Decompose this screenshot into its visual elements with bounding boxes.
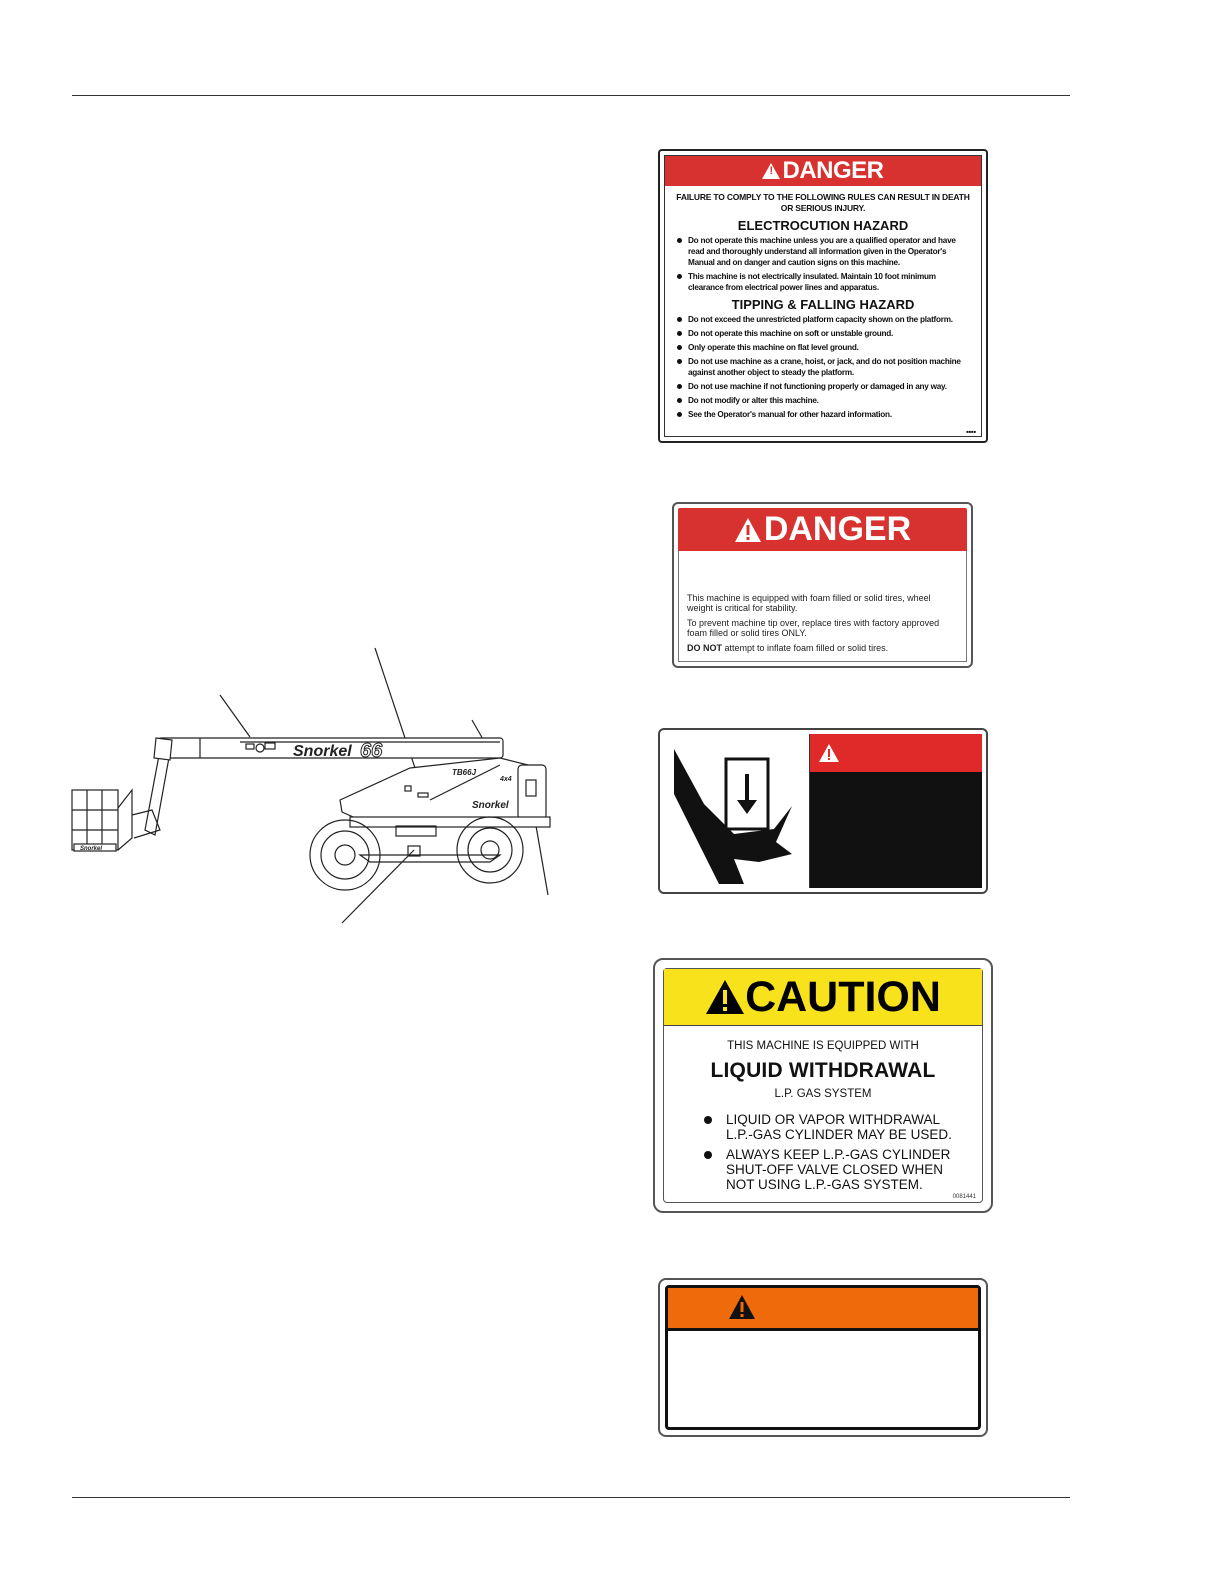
warning-triangle-icon (728, 1294, 756, 1320)
section-title: ELECTROCUTION HAZARD (737, 218, 909, 233)
list-item: Do not exceed the unrestricted platform capacity shown on the platform. (677, 314, 971, 325)
decal-paragraph-rest: attempt to inflate foam filled or solid tires. (722, 643, 889, 653)
boom-brand-text: Snorkel (293, 743, 352, 760)
footer-rule (72, 1497, 1070, 1498)
list-item: Do not operate this machine unless you are a qualified operator and have read and thoroughly understand all information given in the Operator's Manual and on danger and caution signs on this machine. (677, 235, 971, 268)
chassis-model-text: TB66J (452, 768, 477, 777)
decal-lead-text: FAILURE TO COMPLY TO THE FOLLOWING RULES CAN RESULT IN DEATH OR SERIOUS INJURY. (676, 192, 970, 213)
list-item: This machine is not electrically insulated. Maintain 10 foot minimum clearance from electrical power lines and apparatus. (677, 271, 971, 293)
decal-header (678, 508, 967, 551)
warning-triangle-icon (705, 979, 745, 1015)
warning-triangle-icon (734, 517, 762, 543)
machine-illustration (60, 640, 580, 940)
list-item: ALWAYS KEEP L.P.-GAS CYLINDER SHUT-OFF VALVE CLOSED WHEN NOT USING L.P.-GAS SYSTEM. (704, 1147, 982, 1192)
boom-model-text: 66 (360, 740, 383, 762)
list-item: Do not use machine as a crane, hoist, or jack, and do not position machine against another object to steady the platform. (677, 356, 971, 378)
list-item: See the Operator's manual for other hazard information. (677, 409, 971, 420)
lp-gas-caution-decal (653, 958, 993, 1213)
crush-hand-icon (664, 734, 809, 888)
decal-code: 0081441 (952, 1194, 976, 1200)
list-item: Do not operate this machine on soft or unstable ground. (677, 328, 971, 339)
section-title: TIPPING & FALLING HAZARD (731, 297, 915, 312)
decal-header (668, 1288, 978, 1331)
decal-header-text: DANGER (782, 157, 884, 184)
list-item: Only operate this machine on flat level ground. (677, 342, 971, 353)
decal-code-mark: ■■■■ (966, 429, 976, 434)
decal-header (664, 969, 982, 1026)
front-wheel (310, 820, 380, 890)
warning-triangle-icon (762, 163, 780, 179)
electrocution-danger-decal (658, 149, 988, 443)
list-item: LIQUID OR VAPOR WITHDRAWAL L.P.-GAS CYLINDER MAY BE USED. (704, 1112, 982, 1142)
decal-intro-text: THIS MACHINE IS EQUIPPED WITH (727, 1040, 919, 1052)
crush-hazard-decal (658, 728, 988, 894)
list-item: Do not use machine if not functioning properly or damaged in any way. (677, 381, 971, 392)
section-list (665, 235, 981, 293)
decal-body-panel (810, 772, 982, 888)
callout-leader (535, 820, 548, 895)
decal-paragraph: To prevent machine tip over, replace tires with factory approved foam filled or solid tires ONLY. (687, 618, 940, 638)
decal-header-text: DANGER (763, 510, 912, 548)
list-item: Do not modify or alter this machine. (677, 395, 971, 406)
callout-leader (220, 695, 250, 737)
warning-decal (658, 1278, 988, 1437)
decal-header (810, 734, 982, 772)
section-list (665, 314, 981, 420)
warning-triangle-icon (818, 743, 840, 763)
platform-brand-text: Snorkel (80, 846, 103, 852)
drive-label-text: 4x4 (500, 776, 512, 783)
chassis-brand-text: Snorkel (472, 800, 509, 811)
decal-list (704, 1112, 982, 1192)
decal-header-text: CAUTION (745, 972, 941, 1021)
tire-danger-decal (672, 502, 973, 668)
crush-hazard-pictogram (664, 734, 810, 888)
header-rule (72, 95, 1070, 96)
decal-paragraph: This machine is equipped with foam filled or solid tires, wheel weight is critical for stability. (687, 593, 931, 613)
decal-header (665, 156, 981, 186)
decal-title-text: LIQUID WITHDRAWAL (710, 1059, 936, 1082)
decal-paragraph (687, 643, 958, 653)
decal-emphasis: DO NOT (687, 643, 722, 653)
decal-subtitle-text: L.P. GAS SYSTEM (774, 1088, 872, 1100)
